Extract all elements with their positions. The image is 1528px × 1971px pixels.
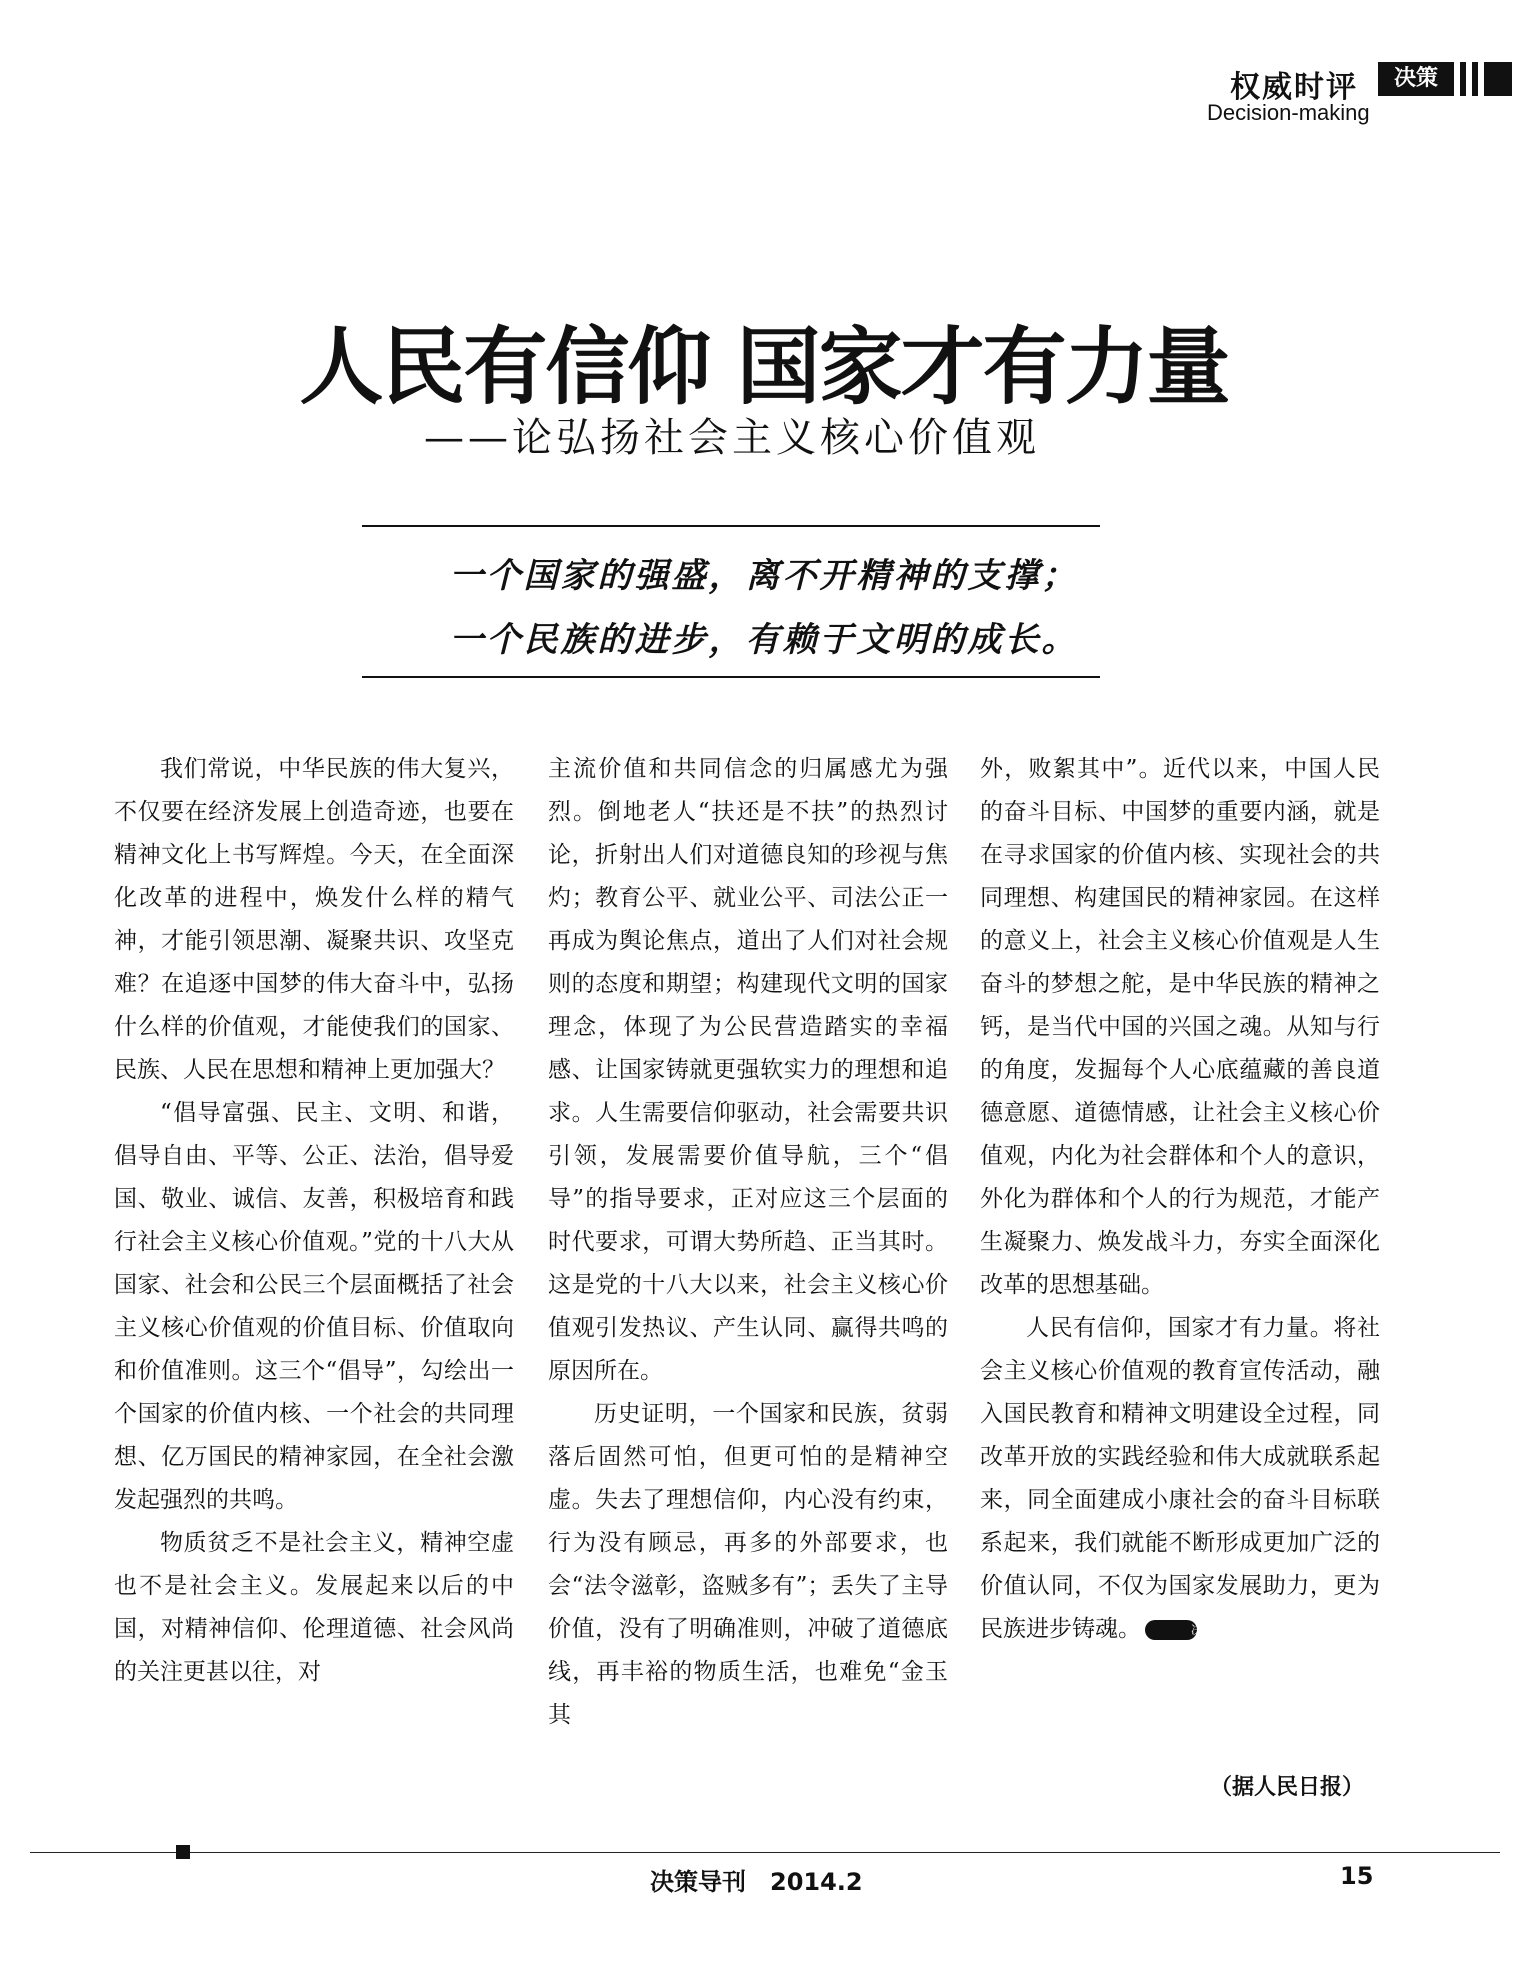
column-1: [114, 748, 514, 1694]
page-number: 15: [1340, 1862, 1374, 1890]
paragraph: 物质贫乏不是社会主义，精神空虚也不是社会主义。发展起来以后的中国，对精神信仰、伦理道德、社会风尚的关注更甚以往，对: [114, 1530, 514, 1685]
footer-journal: 决策导刊 2014.2: [650, 1868, 863, 1896]
journal-logo: 决策: [1378, 62, 1454, 96]
header-bar: [1472, 62, 1478, 96]
paragraph: “倡导富强、民主、文明、和谐，倡导自由、平等、公正、法治，倡导爱国、敬业、诚信、友善，积极培育和践行社会主义核心价值观。”党的十八大从国家、社会和公民三个层面概括了社会主义核心价值观的价值目标、价值取向和价值准则。这三个“倡导”，勾绘出一个国家的价值内核、一个社会的共同理想、亿万国民的精神家园，在全社会激发起强烈的共鸣。: [114, 1100, 514, 1513]
paragraph: 主流价值和共同信念的归属感尤为强烈。倒地老人“扶还是不扶”的热烈讨论，折射出人们对道德良知的珍视与焦灼；教育公平、就业公平、司法公正一再成为舆论焦点，道出了人们对社会规则的态度和期望；构建现代文明的国家理念，体现了为公民营造踏实的幸福感、让国家铸就更强软实力的理想和追求。人生需要信仰驱动，社会需要共识引领，发展需要价值导航，三个“倡导”的指导要求，正对应这三个层面的时代要求，可谓大势所趋、正当其时。这是党的十八大以来，社会主义核心价值观引发热议、产生认同、赢得共鸣的原因所在。: [548, 756, 948, 1384]
end-mark-icon: 决策: [1145, 1620, 1197, 1640]
paragraph: [980, 1307, 1380, 1657]
header-block: [1484, 62, 1512, 96]
lead-rule-bottom: [362, 676, 1100, 678]
section-english: Decision-making: [1207, 100, 1370, 125]
column-3: [980, 748, 1380, 1657]
paragraph: 外，败絮其中”。近代以来，中国人民的奋斗目标、中国梦的重要内涵，就是在寻求国家的价值内核、实现社会的共同理想、构建国民的精神家园。在这样的意义上，社会主义核心价值观是人生奋斗的梦想之舵，是中华民族的精神之钙，是当代中国的兴国之魂。从知与行的角度，发掘每个人心底蕴藏的善良道德意愿、道德情感，让社会主义核心价值观，内化为社会群体和个人的意识，外化为群体和个人的行为规范，才能产生凝聚力、焕发战斗力，夯实全面深化改革的思想基础。: [980, 756, 1380, 1298]
paragraph: 历史证明，一个国家和民族，贫弱落后固然可怕，但更可怕的是精神空虚。失去了理想信仰，内心没有约束，行为没有顾忌，再多的外部要求，也会“法令滋彰，盗贼多有”；丢失了主导价值，没有了明确准则，冲破了道德底线，再丰裕的物质生活，也难免“金玉其: [548, 1401, 948, 1728]
article-title: 人民有信仰 国家才有力量: [299, 318, 1229, 416]
paragraph-text: 人民有信仰，国家才有力量。将社会主义核心价值观的教育宣传活动，融入国民教育和精神文明建设全过程，同改革开放的实践经验和伟大成就联系起来，同全面建成小康社会的奋斗目标联系起来，我们就能不断形成更加广泛的价值认同，不仅为国家发展助力，更为民族进步铸魂。: [980, 1315, 1380, 1642]
footer-rule: [30, 1852, 1500, 1853]
header-bar: [1460, 62, 1466, 96]
footer-square-icon: [176, 1845, 190, 1859]
section-title: 权威时评: [1230, 70, 1358, 105]
lead-line-1: 一个国家的强盛，离不开精神的支撑；: [449, 556, 1079, 596]
article-subtitle: ——论弘扬社会主义核心价值观: [424, 415, 1040, 461]
source-credit: （据人民日报）: [1210, 1775, 1365, 1800]
lead-line-2: 一个民族的进步，有赖于文明的成长。: [449, 620, 1079, 660]
lead-rule-top: [362, 525, 1100, 527]
column-2: [548, 748, 948, 1737]
paragraph: 我们常说，中华民族的伟大复兴，不仅要在经济发展上创造奇迹，也要在精神文化上书写辉煌。今天，在全面深化改革的进程中，焕发什么样的精气神，才能引领思潮、凝聚共识、攻坚克难？在追逐中国梦的伟大奋斗中，弘扬什么样的价值观，才能使我们的国家、民族、人民在思想和精神上更加强大？: [114, 756, 514, 1083]
